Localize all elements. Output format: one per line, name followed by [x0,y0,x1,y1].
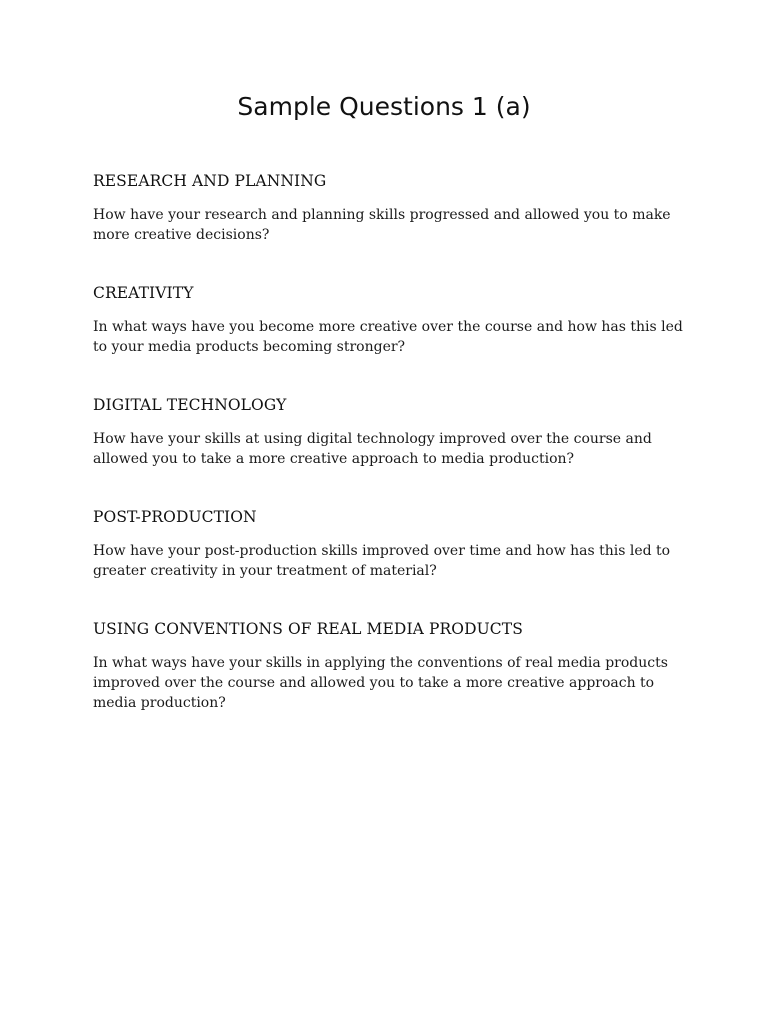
section-creativity [93,282,683,357]
section-question: How have your post-production skills improved over time and how has this led to greater creativity in your treatment of material? [93,543,671,579]
section-using-conventions [93,618,683,713]
section-question: In what ways have your skills in applying the conventions of real media products improved over the course and allowed you to take a more creative approach to media production? [93,655,668,711]
section-post-production [93,506,683,581]
section-question: How have your skills at using digital technology improved over the course and allowed you to take a more creative approach to media production? [93,431,652,467]
section-question: In what ways have you become more creative over the course and how has this led to your media products becoming stronger? [93,319,683,355]
section-heading: RESEARCH AND PLANNING [93,172,327,190]
section-heading: CREATIVITY [93,284,194,302]
section-heading: USING CONVENTIONS OF REAL MEDIA PRODUCTS [93,620,523,638]
section-research-and-planning [93,170,683,245]
section-digital-technology [93,394,683,469]
questions-list [93,170,683,750]
section-heading: POST-PRODUCTION [93,508,257,526]
section-heading: DIGITAL TECHNOLOGY [93,396,287,414]
section-question: How have your research and planning skills progressed and allowed you to make more creative decisions? [93,207,671,243]
page-title: Sample Questions 1 (a) [237,92,531,121]
